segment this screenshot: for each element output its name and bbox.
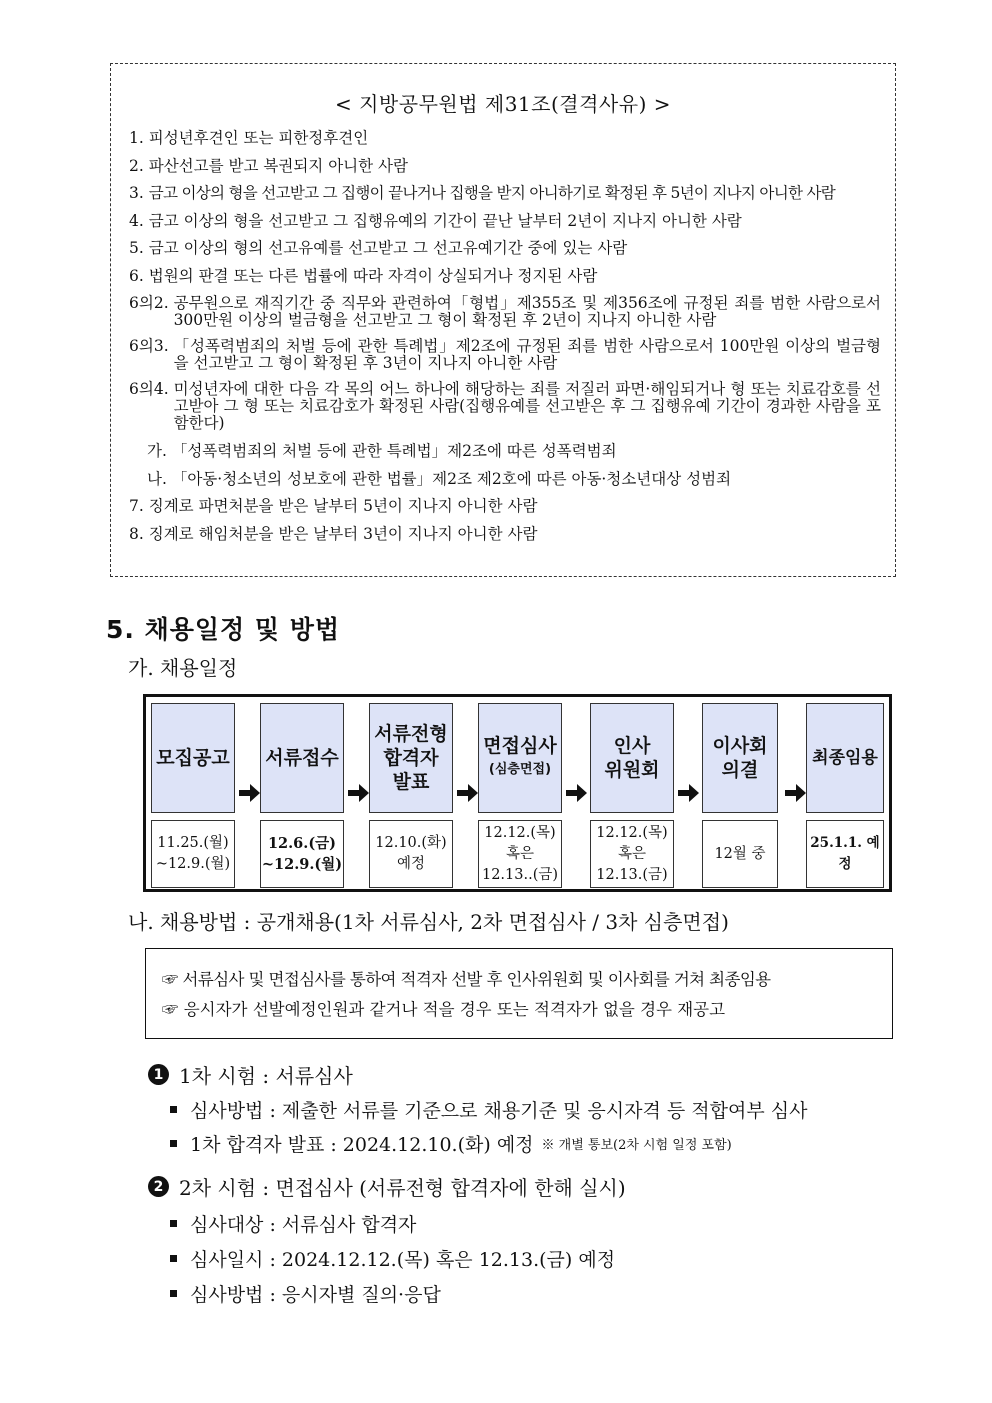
- section-title: 5. 채용일정 및 방법: [106, 615, 341, 644]
- step-date: 11.25.(월) ~12.9.(월): [151, 820, 235, 888]
- step-date: 12.10.(화) 예정: [369, 820, 453, 888]
- schedule-step: [151, 703, 235, 889]
- step-date: 25.1.1. 예정: [806, 820, 884, 888]
- note-box: [145, 948, 893, 1039]
- law-sub-item: 가. 「성폭력범죄의 처벌 등에 관한 특례법」제2조에 따른 성폭력범죄: [147, 442, 617, 460]
- step-label: 최종임용: [806, 703, 884, 813]
- number-badge: 2: [148, 1176, 169, 1197]
- method-subtitle: 나. 채용방법 : 공개채용(1차 서류심사, 2차 면접심사 / 3차 심층면접): [128, 910, 729, 934]
- step-date: 12.6.(금) ~12.9.(월): [260, 820, 344, 888]
- step-label: 면접심사 (심층면접): [478, 703, 562, 813]
- schedule-step: [806, 703, 884, 889]
- law-item: 4. 금고 이상의 형을 선고받고 그 집행유예의 기간이 끝난 날부터 2년이 지나지 아니한 사람: [129, 211, 742, 230]
- exam-bullet: 1차 합격자 발표 : 2024.12.10.(화) 예정 ※ 개별 통보(2차 시험 일정 포함): [170, 1130, 732, 1157]
- bullet-square-icon: [170, 1220, 177, 1227]
- step-date: 12월 중: [702, 820, 778, 888]
- bullet-square-icon: [170, 1290, 177, 1297]
- bullet-square-icon: [170, 1106, 177, 1113]
- arrow-right-icon: [785, 783, 807, 803]
- exam-bullet: 심사대상 : 서류심사 합격자: [170, 1210, 416, 1237]
- exam-bullet: 심사일시 : 2024.12.12.(목) 혹은 12.13.(금) 예정: [170, 1245, 615, 1272]
- schedule-step: [590, 703, 674, 889]
- law-item: 3. 금고 이상의 형을 선고받고 그 집행이 끝나거나 집행을 받지 아니하기로 확정된 후 5년이 지나지 아니한 사람: [129, 184, 836, 202]
- schedule-flow: [143, 694, 892, 892]
- step-label: 이사회 의결: [702, 703, 778, 813]
- law-title: < 지방공무원법 제31조(결격사유) >: [335, 92, 671, 116]
- schedule-subtitle: 가. 채용일정: [128, 656, 238, 680]
- schedule-step: [260, 703, 344, 889]
- law-item: 7. 징계로 파면처분을 받은 날부터 5년이 지나지 아니한 사람: [129, 497, 538, 515]
- law-item: 6의2. 공무원으로 재직기간 중 직무와 관련하여「형법」제355조 및 제356조에 규정된 죄를 범한 사람으로서 300만원 이상의 벌금형을 선고받고 그 형이 확정된 후 2년이 지나지 아니한 사람: [129, 294, 881, 329]
- exam-bullet: 심사방법 : 제출한 서류를 기준으로 채용기준 및 응시자격 등 적합여부 심사: [170, 1096, 807, 1123]
- arrow-right-icon: [678, 783, 700, 803]
- exam-title: 1 1차 시험 : 서류심사: [148, 1060, 353, 1089]
- note-line: ☞ 서류심사 및 면접심사를 통하여 적격자 선발 후 인사위원회 및 이사회를 거쳐 최종임용: [162, 970, 771, 989]
- arrow-right-icon: [348, 783, 370, 803]
- law-sub-item: 나. 「아동·청소년의 성보호에 관한 법률」제2조 제2호에 따른 아동·청소년대상 성범죄: [147, 469, 732, 488]
- exam-bullet: 심사방법 : 응시자별 질의·응답: [170, 1280, 441, 1307]
- bullet-note: ※ 개별 통보(2차 시험 일정 포함): [541, 1138, 732, 1153]
- law-item: 6. 법원의 판결 또는 다른 법률에 따라 자격이 상실되거나 정지된 사람: [129, 266, 598, 285]
- schedule-step: [369, 703, 453, 889]
- step-label: 서류전형 합격자 발표: [369, 703, 453, 813]
- step-label: 인사 위원회: [590, 703, 674, 813]
- note-line: ☞ 응시자가 선발예정인원과 같거나 적을 경우 또는 적격자가 없을 경우 재공고: [162, 1000, 726, 1019]
- law-item-list: [129, 130, 881, 553]
- schedule-step: [702, 703, 778, 889]
- bullet-square-icon: [170, 1140, 177, 1147]
- exam-title: 2 2차 시험 : 면접심사 (서류전형 합격자에 한해 실시): [148, 1172, 626, 1201]
- law-excerpt-box: [110, 63, 896, 577]
- law-item: 1. 피성년후견인 또는 피한정후견인: [129, 129, 369, 147]
- law-item: 6의3. 「성폭력범죄의 처벌 등에 관한 특례법」제2조에 규정된 죄를 범한 사람으로서 100만원 이상의 벌금형을 선고받고 그 형이 확정된 후 3년이 지나지 아니한 사람: [129, 337, 881, 372]
- step-label: 모집공고: [151, 703, 235, 813]
- law-item: 5. 금고 이상의 형의 선고유예를 선고받고 그 선고유예기간 중에 있는 사람: [129, 239, 628, 257]
- law-item: 6의4. 미성년자에 대한 다음 각 목의 어느 하나에 해당하는 죄를 저질러 파면·해임되거나 형 또는 치료감호를 선고받아 그 형 또는 치료감호가 확정된 사람(집행유예를 선고받은 후 그 집행유예 기간이 경과한 사람을 포함한다): [129, 380, 881, 432]
- arrow-right-icon: [239, 783, 261, 803]
- step-date: 12.12.(목) 혹은 12.13.(금): [590, 820, 674, 888]
- step-label: 서류접수: [260, 703, 344, 813]
- number-badge: 1: [148, 1064, 169, 1085]
- schedule-step: [478, 703, 562, 889]
- arrow-right-icon: [566, 783, 588, 803]
- arrow-right-icon: [457, 783, 479, 803]
- law-item: 8. 징계로 해임처분을 받은 날부터 3년이 지나지 아니한 사람: [129, 524, 538, 543]
- bullet-square-icon: [170, 1255, 177, 1262]
- law-item: 2. 파산선고를 받고 복권되지 아니한 사람: [129, 156, 408, 175]
- step-date: 12.12.(목) 혹은 12.13..(금): [478, 820, 562, 888]
